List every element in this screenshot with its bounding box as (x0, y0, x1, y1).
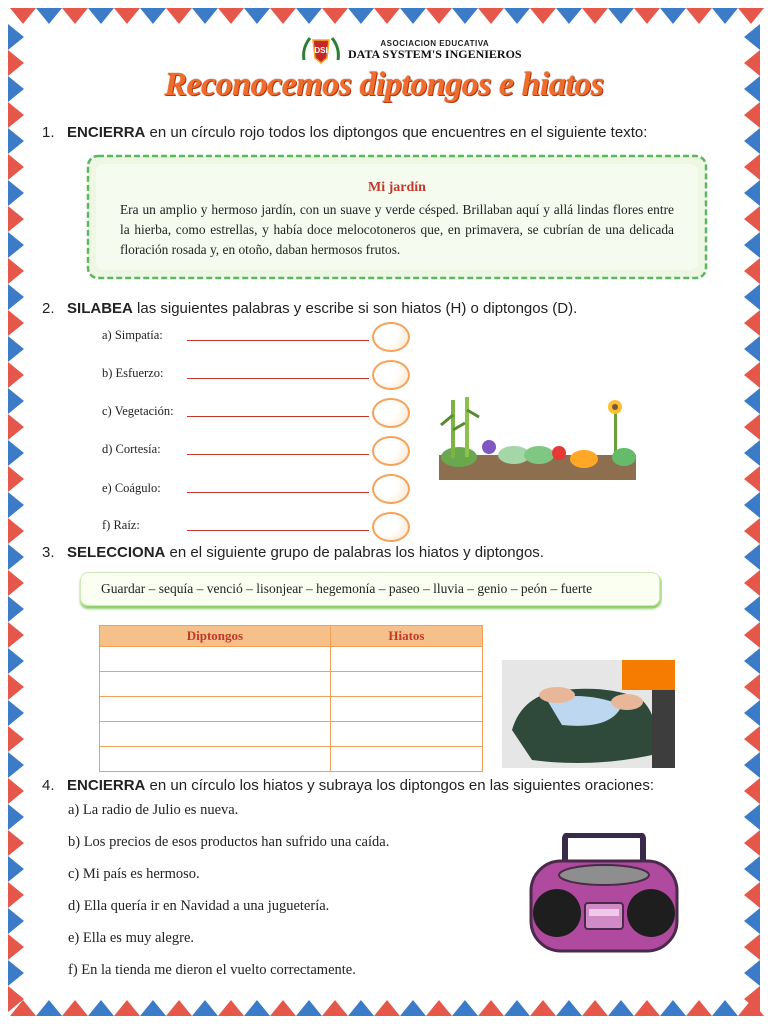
border-triangle (8, 362, 24, 388)
border-triangle (8, 570, 24, 596)
table-cell[interactable] (100, 647, 331, 672)
border-triangle (218, 8, 244, 24)
border-triangle (8, 102, 24, 128)
question-keyword: SILABEA (67, 300, 133, 317)
question-number: 4. (42, 777, 55, 794)
column-header-hiatos: Hiatos (330, 626, 482, 647)
border-triangle (744, 882, 760, 908)
border-triangle (744, 154, 760, 180)
border-triangle (608, 8, 634, 24)
border-triangle (192, 1000, 218, 1016)
border-triangle (478, 8, 504, 24)
border-triangle (556, 1000, 582, 1016)
border-triangle (8, 622, 24, 648)
border-triangle (744, 128, 760, 154)
border-triangle (10, 8, 36, 24)
syllable-item: a) Simpatía: (102, 328, 163, 342)
border-triangle (744, 518, 760, 544)
question-2 (42, 300, 577, 317)
border-triangle (744, 180, 760, 206)
border-triangle (140, 1000, 166, 1016)
table-cell[interactable] (330, 697, 482, 722)
border-triangle (744, 102, 760, 128)
border-triangle (660, 1000, 686, 1016)
border-triangle (400, 1000, 426, 1016)
garden-illustration (439, 395, 636, 480)
border-triangle (744, 362, 760, 388)
border-triangle (426, 1000, 452, 1016)
border-triangle (744, 570, 760, 596)
border-triangle (8, 804, 24, 830)
border-triangle (8, 440, 24, 466)
border-triangle (218, 1000, 244, 1016)
answer-circle[interactable] (372, 398, 410, 428)
answer-circle[interactable] (372, 512, 410, 542)
border-triangle (744, 258, 760, 284)
table-cell[interactable] (330, 747, 482, 772)
table-cell[interactable] (100, 697, 331, 722)
border-triangle (8, 726, 24, 752)
answer-line[interactable] (187, 378, 369, 379)
table-cell[interactable] (330, 647, 482, 672)
column-header-diptongos: Diptongos (100, 626, 331, 647)
border-triangle (744, 830, 760, 856)
question-text: en un círculo los hiatos y subraya los diptongos en las siguientes oraciones: (145, 777, 655, 794)
border-triangle (8, 24, 24, 50)
border-triangle (744, 440, 760, 466)
border-triangle (744, 778, 760, 804)
question-number: 3. (42, 544, 55, 561)
border-triangle (8, 154, 24, 180)
answer-circle[interactable] (372, 360, 410, 390)
question-text: las siguientes palabras y escribe si son hiatos (H) o diptongos (D). (132, 300, 578, 317)
border-triangle (744, 752, 760, 778)
question-keyword: SELECCIONA (67, 544, 166, 561)
sentence-item: a) La radio de Julio es nueva. (68, 802, 239, 818)
answer-line[interactable] (187, 454, 369, 455)
border-triangle (744, 466, 760, 492)
border-triangle (62, 1000, 88, 1016)
border-triangle (192, 8, 218, 24)
border-triangle (744, 856, 760, 882)
border-triangle (8, 648, 24, 674)
border-triangle (8, 388, 24, 414)
border-triangle (452, 8, 478, 24)
border-triangle (8, 414, 24, 440)
word-list-bar: Guardar – sequía – venció – lisonjear – hegemonía – paseo – lluvia – genio – peón – fuerte (80, 572, 660, 606)
question-1 (42, 124, 647, 141)
answer-line[interactable] (187, 530, 369, 531)
border-triangle (712, 1000, 738, 1016)
border-triangle (8, 180, 24, 206)
border-triangle (744, 284, 760, 310)
border-triangle (744, 960, 760, 986)
border-triangle (744, 24, 760, 50)
border-triangle (8, 856, 24, 882)
border-triangle (744, 232, 760, 258)
answer-line[interactable] (187, 492, 369, 493)
border-triangle (114, 8, 140, 24)
border-triangle (744, 544, 760, 570)
border-triangle (686, 8, 712, 24)
border-triangle (322, 8, 348, 24)
border-triangle (296, 8, 322, 24)
border-triangle (504, 8, 530, 24)
border-triangle (426, 8, 452, 24)
border-triangle (530, 1000, 556, 1016)
question-keyword: ENCIERRA (67, 124, 146, 141)
border-triangle (744, 596, 760, 622)
border-triangle (8, 518, 24, 544)
border-triangle (8, 596, 24, 622)
border-triangle (8, 128, 24, 154)
radio-boombox-icon (525, 833, 683, 955)
border-triangle (8, 674, 24, 700)
border-triangle (8, 310, 24, 336)
answer-circle[interactable] (372, 474, 410, 504)
border-triangle (348, 8, 374, 24)
border-triangle (744, 622, 760, 648)
question-keyword: ENCIERRA (67, 777, 146, 794)
logo-subtitle: ASOCIACION EDUCATIVA (380, 39, 490, 48)
border-triangle (8, 908, 24, 934)
border-triangle (744, 648, 760, 674)
border-triangle (8, 232, 24, 258)
border-triangle (8, 206, 24, 232)
question-number: 1. (42, 124, 55, 141)
border-triangle (556, 8, 582, 24)
border-triangle (712, 8, 738, 24)
border-triangle (504, 1000, 530, 1016)
border-triangle (400, 8, 426, 24)
passage-title: Mi jardín (368, 180, 426, 195)
border-triangle (244, 1000, 270, 1016)
border-triangle (374, 8, 400, 24)
border-triangle (244, 8, 270, 24)
border-triangle (744, 674, 760, 700)
border-triangle (744, 492, 760, 518)
border-triangle (744, 908, 760, 934)
border-triangle (36, 1000, 62, 1016)
border-triangle (744, 388, 760, 414)
table-cell[interactable] (100, 747, 331, 772)
border-triangle (8, 336, 24, 362)
answer-circle[interactable] (372, 436, 410, 466)
school-logo (300, 34, 522, 66)
border-triangle (744, 934, 760, 960)
border-triangle (114, 1000, 140, 1016)
border-triangle (452, 1000, 478, 1016)
border-triangle (88, 8, 114, 24)
border-triangle (8, 778, 24, 804)
border-triangle (744, 206, 760, 232)
question-text: en el siguiente grupo de palabras los hiatos y diptongos. (165, 544, 544, 561)
border-triangle (322, 1000, 348, 1016)
border-triangle (140, 8, 166, 24)
page-title: Reconocemos diptongos e hiatos (164, 66, 604, 103)
logo-emblem-text: DSI (314, 46, 328, 55)
answer-line[interactable] (187, 416, 369, 417)
border-triangle (8, 284, 24, 310)
border-triangle (88, 1000, 114, 1016)
classification-table (99, 625, 483, 772)
reading-passage (104, 180, 690, 260)
question-3 (42, 544, 544, 561)
border-triangle (8, 492, 24, 518)
border-triangle (166, 1000, 192, 1016)
passage-text: Era un amplio y hermoso jardín, con un suave y verde césped. Brillaban aquí y allá lindas flores entre la hierba, como estrellas, y había doce melocotoneros que, en primavera, se cubrían de una delicada floración rosada y, en otoño, daban hermosos frutos. (120, 202, 674, 257)
border-triangle (8, 830, 24, 856)
table-row (100, 747, 483, 772)
border-triangle (8, 934, 24, 960)
sentence-item: f) En la tienda me dieron el vuelto correctamente. (68, 962, 356, 978)
table-cell[interactable] (100, 722, 331, 747)
suitcase-photo (502, 660, 675, 768)
table-row (100, 722, 483, 747)
syllable-item: e) Coágulo: (102, 481, 161, 495)
border-triangle (634, 8, 660, 24)
border-triangle (36, 8, 62, 24)
border-triangle (744, 414, 760, 440)
syllable-item: d) Cortesía: (102, 442, 161, 456)
table-cell[interactable] (100, 672, 331, 697)
border-triangle (270, 1000, 296, 1016)
border-triangle (608, 1000, 634, 1016)
logo-name: DATA SYSTEM'S INGENIEROS (348, 47, 522, 61)
border-triangle (8, 544, 24, 570)
border-triangle (8, 960, 24, 986)
answer-line[interactable] (187, 340, 369, 341)
question-number: 2. (42, 300, 55, 317)
border-triangle (686, 1000, 712, 1016)
border-triangle (744, 310, 760, 336)
table-cell[interactable] (330, 722, 482, 747)
border-triangle (8, 752, 24, 778)
border-triangle (582, 1000, 608, 1016)
laurel-emblem-icon (300, 34, 342, 66)
question-4 (42, 777, 654, 794)
border-triangle (62, 8, 88, 24)
border-triangle (634, 1000, 660, 1016)
syllable-item: c) Vegetación: (102, 404, 174, 418)
question-text: en un círculo rojo todos los diptongos que encuentres en el siguiente texto: (145, 124, 648, 141)
sentence-item: d) Ella quería ir en Navidad a una juguetería. (68, 898, 330, 914)
sentence-item: e) Ella es muy alegre. (68, 930, 195, 946)
border-triangle (744, 804, 760, 830)
border-triangle (270, 8, 296, 24)
sentence-item: c) Mi país es hermoso. (68, 866, 200, 882)
border-triangle (8, 882, 24, 908)
table-row (100, 647, 483, 672)
border-triangle (744, 336, 760, 362)
border-triangle (296, 1000, 322, 1016)
border-triangle (530, 8, 556, 24)
border-triangle (166, 8, 192, 24)
border-triangle (348, 1000, 374, 1016)
border-triangle (478, 1000, 504, 1016)
border-triangle (660, 8, 686, 24)
border-triangle (8, 466, 24, 492)
table-row (100, 697, 483, 722)
border-triangle (8, 258, 24, 284)
table-cell[interactable] (330, 672, 482, 697)
border-triangle (744, 726, 760, 752)
syllable-item: f) Raíz: (102, 518, 140, 532)
answer-circle[interactable] (372, 322, 410, 352)
sentence-item: b) Los precios de esos productos han sufrido una caída. (68, 834, 390, 850)
table-row (100, 672, 483, 697)
border-triangle (8, 700, 24, 726)
border-triangle (744, 700, 760, 726)
syllable-item: b) Esfuerzo: (102, 366, 164, 380)
border-triangle (738, 8, 764, 24)
border-triangle (582, 8, 608, 24)
border-triangle (374, 1000, 400, 1016)
